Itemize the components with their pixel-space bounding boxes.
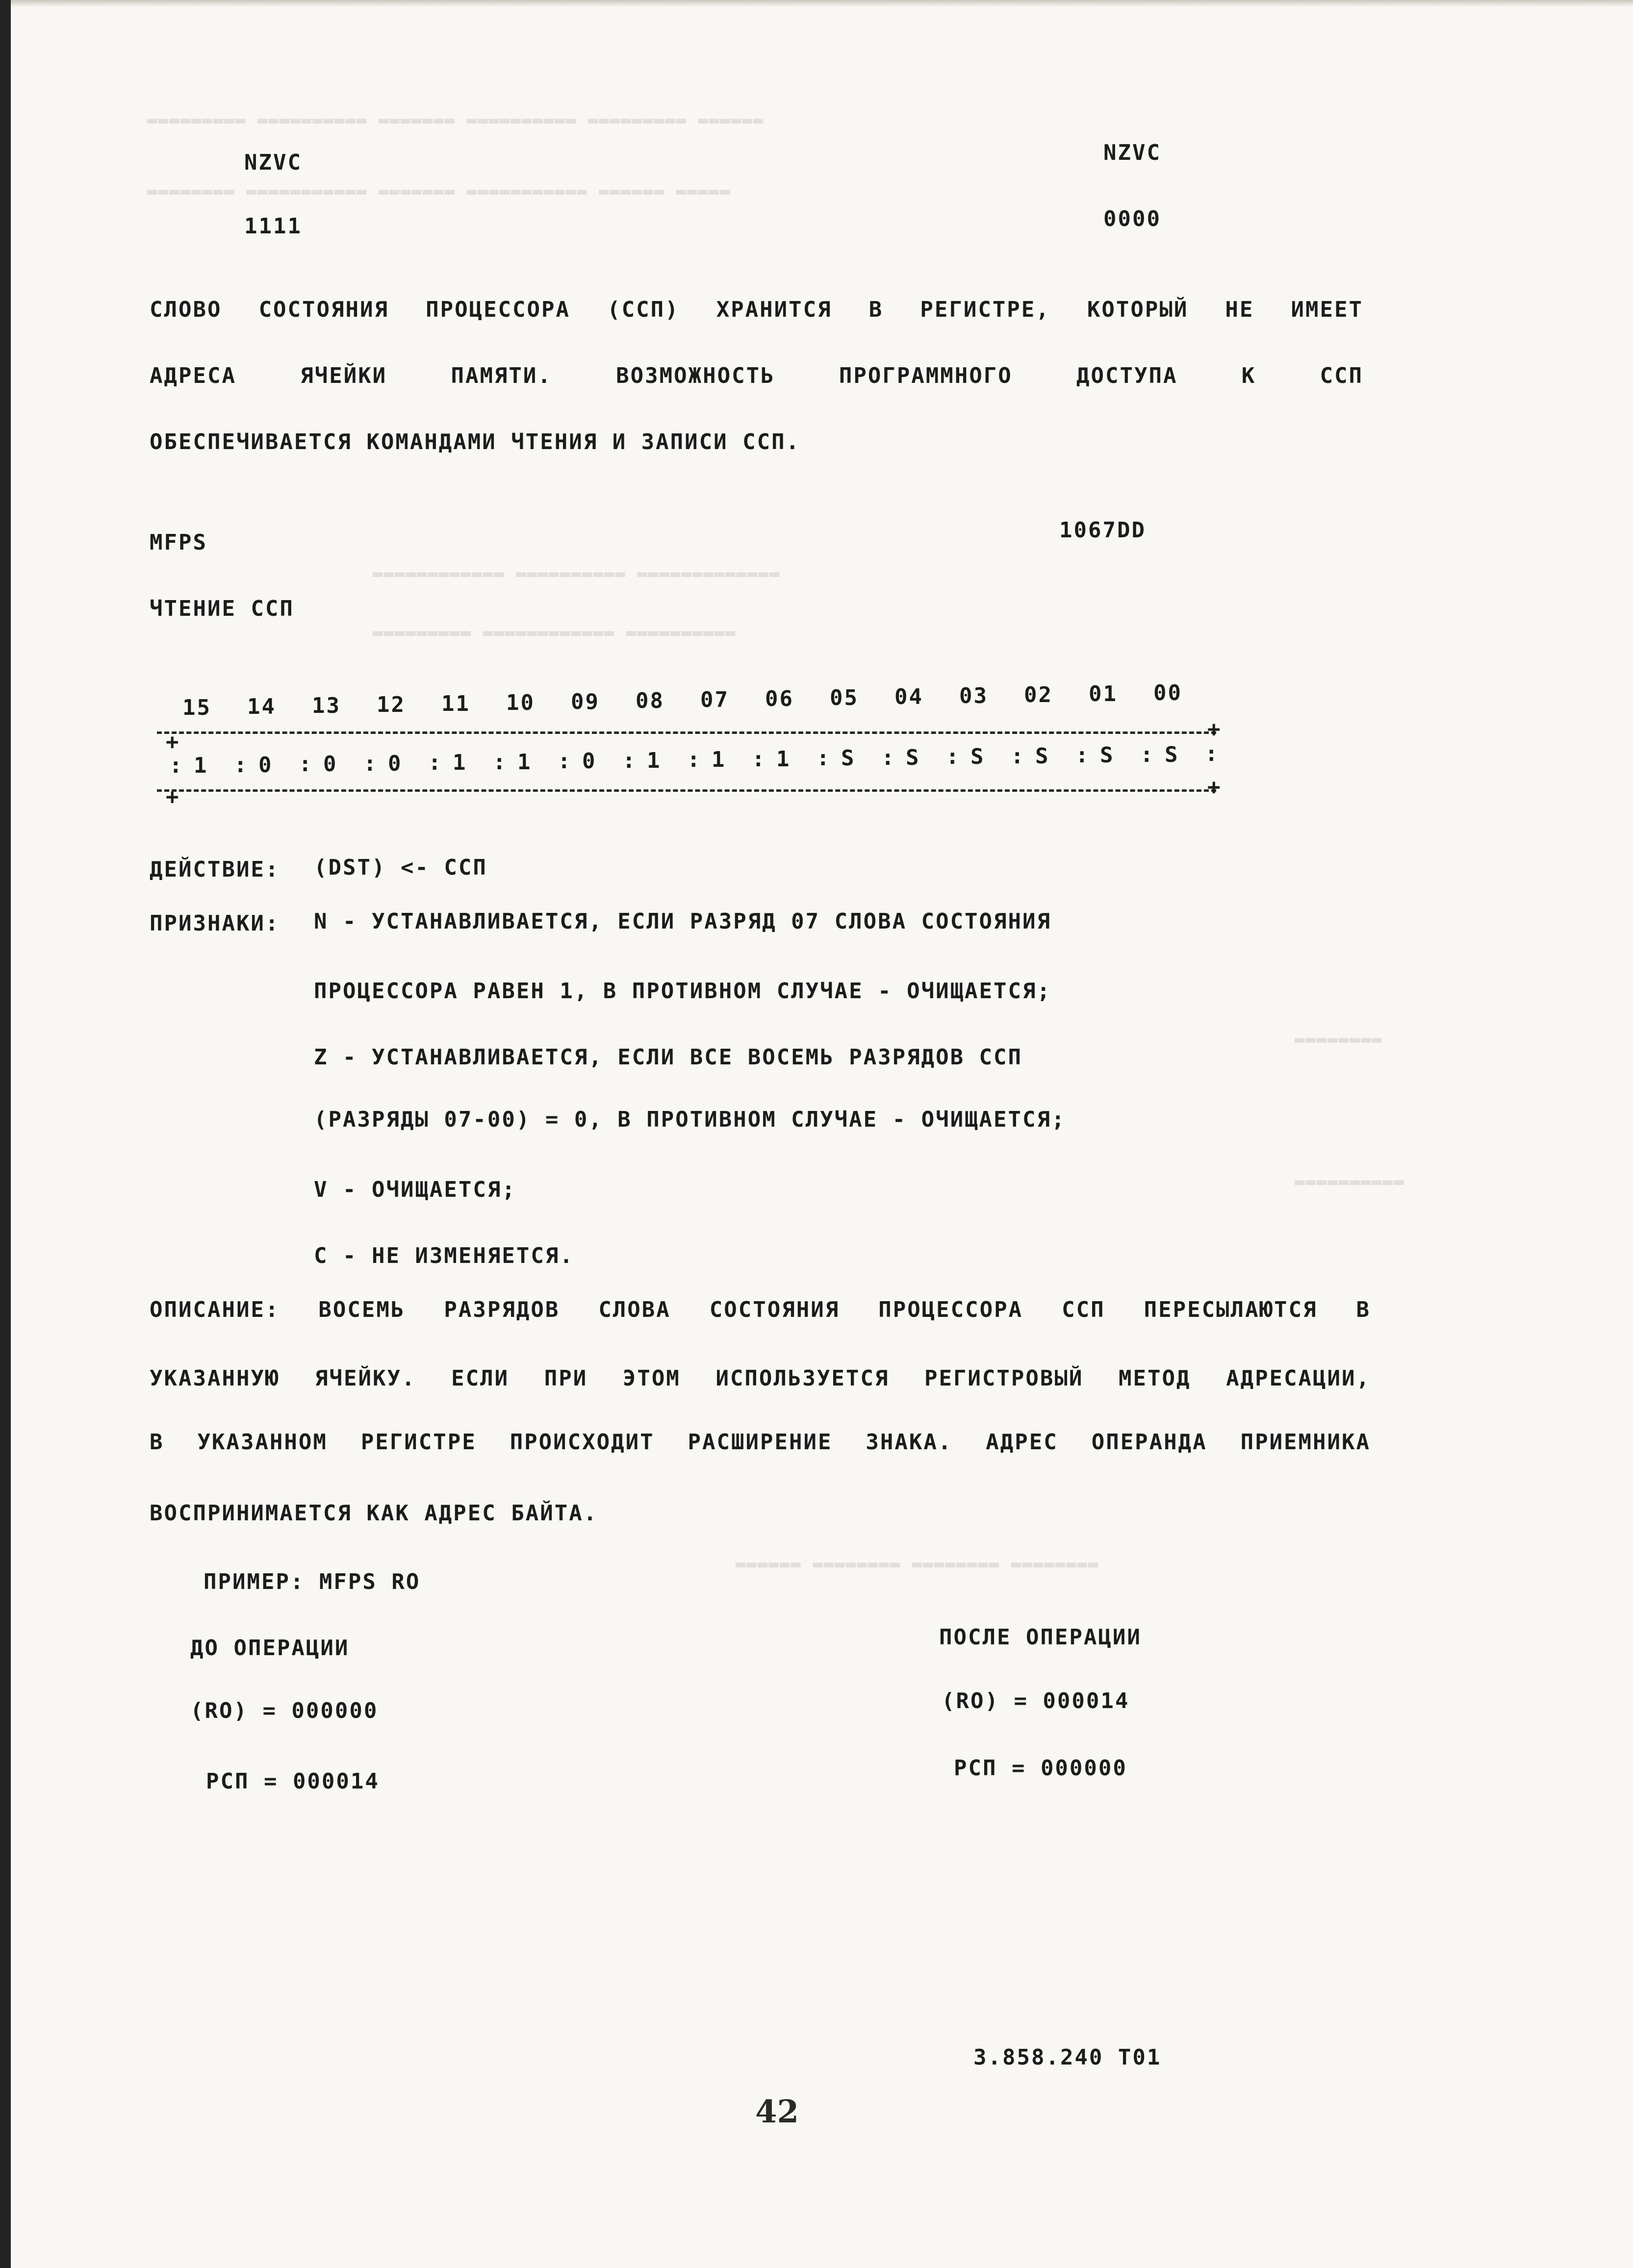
bit-separator: : <box>1205 741 1220 766</box>
flag-n-line-2: ПРОЦЕССОРА РАВЕН 1, В ПРОТИВНОМ СЛУЧАЕ - ОЧИЩАЕТСЯ; <box>314 979 1052 1004</box>
bit-separator: : <box>363 751 378 776</box>
bit-number: 14 <box>247 694 276 719</box>
bleed-through-artifact: ▬▬▬▬▬▬▬▬▬ ▬▬▬▬▬▬▬▬▬▬ ▬▬▬▬▬▬▬ ▬▬▬▬▬▬▬▬▬▬ ▬▬▬▬▬▬▬▬▬ ▬▬▬▬▬▬ <box>147 110 765 130</box>
bit-value: S <box>1165 742 1179 767</box>
bit-separator: : <box>1075 743 1090 768</box>
example-after-psw: РСП = 000000 <box>954 1756 1127 1781</box>
bit-value: 1 <box>712 747 726 772</box>
instruction-opcode: 1067DD <box>1059 518 1146 543</box>
bit-separator: : <box>558 749 572 774</box>
bit-value: 1 <box>194 753 208 778</box>
bit-separator: : <box>299 752 313 777</box>
bit-value: S <box>906 745 920 770</box>
bit-number: 08 <box>636 688 664 713</box>
bit-number: 01 <box>1089 681 1118 706</box>
diagram-bottom-border <box>157 789 1216 792</box>
bleed-through-artifact: ▬▬▬▬▬▬ ▬▬▬▬▬▬▬▬ ▬▬▬▬▬▬▬▬ ▬▬▬▬▬▬▬▬ <box>736 1554 1099 1574</box>
flag-c-line: C - НЕ ИЗМЕНЯЕТСЯ. <box>314 1243 574 1268</box>
bit-number: 00 <box>1153 680 1182 706</box>
bit-separator: : <box>493 749 508 775</box>
bit-separator: : <box>946 744 961 769</box>
bleed-through-artifact: ▬▬▬▬▬▬▬▬▬▬ <box>1295 1172 1405 1191</box>
example-before-psw: РСП = 000014 <box>206 1769 380 1794</box>
diagram-top-border <box>157 731 1216 734</box>
flag-z-line-2: (РАЗРЯДЫ 07-00) = 0, В ПРОТИВНОМ СЛУЧАЕ - ОЧИЩАЕТСЯ; <box>314 1107 1066 1132</box>
bit-value: 0 <box>582 749 597 774</box>
bit-separator: : <box>428 750 443 775</box>
flag-n-line-1: N - УСТАНАВЛИВАЕТСЯ, ЕСЛИ РАЗРЯД 07 СЛОВА СОСТОЯНИЯ <box>314 909 1052 934</box>
bit-number: 11 <box>441 691 470 716</box>
bit-number: 04 <box>894 684 923 709</box>
bit-separator: : <box>1140 742 1155 767</box>
bit-separator: : <box>752 746 766 772</box>
instruction-mnemonic: MFPS <box>150 530 207 555</box>
flag-v-line: V - ОЧИЩАЕТСЯ; <box>314 1177 516 1202</box>
diagram-corner: + <box>1207 717 1221 742</box>
bit-value: S <box>841 746 856 771</box>
page-top-shadow <box>0 0 1633 7</box>
bit-separator: : <box>169 753 184 778</box>
example-before-label: ДО ОПЕРАЦИИ <box>190 1636 350 1661</box>
action-label: ДЕЙСТВИЕ: <box>150 857 280 882</box>
page-number: 42 <box>755 2093 799 2130</box>
bit-separator: : <box>1011 743 1025 769</box>
bit-value: 0 <box>323 752 338 777</box>
intro-line-2: АДРЕСА ЯЧЕЙКИ ПАМЯТИ. ВОЗМОЖНОСТЬ ПРОГРАММНОГО ДОСТУПА К ССП <box>150 363 1363 388</box>
document-code: 3.858.240 Т01 <box>973 2045 1162 2070</box>
bit-value: 0 <box>388 751 403 776</box>
description-line-3: В УКАЗАННОМ РЕГИСТРЕ ПРОИСХОДИТ РАСШИРЕНИЕ ЗНАКА. АДРЕС ОПЕРАНДА ПРИЕМНИКА <box>150 1430 1371 1455</box>
bit-number: 07 <box>700 687 729 712</box>
instruction-title: ЧТЕНИЕ ССП <box>150 596 294 621</box>
bit-number: 13 <box>312 693 341 718</box>
diagram-corner: + <box>166 784 179 809</box>
description-line-2: УКАЗАННУЮ ЯЧЕЙКУ. ЕСЛИ ПРИ ЭТОМ ИСПОЛЬЗУЕТСЯ РЕГИСТРОВЫЙ МЕТОД АДРЕСАЦИИ, <box>150 1366 1371 1391</box>
intro-line-1: СЛОВО СОСТОЯНИЯ ПРОЦЕССОРА (ССП) ХРАНИТСЯ В РЕГИСТРЕ, КОТОРЫЙ НЕ ИМЕЕТ <box>150 297 1363 322</box>
flags-left-label: NZVC <box>244 150 302 175</box>
example-before-r0: (RO) = 000000 <box>190 1698 379 1723</box>
flags-right-value: 0000 <box>1103 206 1161 231</box>
bit-value: 0 <box>258 752 273 778</box>
bit-number: 06 <box>765 686 794 711</box>
description-line-1: ОПИСАНИЕ: ВОСЕМЬ РАЗРЯДОВ СЛОВА СОСТОЯНИЯ ПРОЦЕССОРА ССП ПЕРЕСЫЛАЮТСЯ В <box>150 1297 1371 1322</box>
flags-section-label: ПРИЗНАКИ: <box>150 911 280 936</box>
bit-number: 10 <box>506 690 535 715</box>
bit-value: S <box>970 744 985 769</box>
bit-value: 1 <box>776 746 791 772</box>
bit-separator: : <box>622 748 637 773</box>
bit-value: S <box>1035 743 1050 769</box>
bit-value: 1 <box>647 748 662 773</box>
example-after-label: ПОСЛЕ ОПЕРАЦИИ <box>939 1625 1142 1650</box>
bleed-through-artifact: ▬▬▬▬▬▬▬▬ ▬▬▬▬▬▬▬▬▬▬▬ ▬▬▬▬▬▬▬ ▬▬▬▬▬▬▬▬▬▬▬ ▬▬▬▬▬▬ ▬▬▬▬▬ <box>147 181 731 201</box>
description-line-4: ВОСПРИНИМАЕТСЯ КАК АДРЕС БАЙТА. <box>150 1501 598 1526</box>
bit-number: 05 <box>830 685 859 710</box>
bit-separator: : <box>881 745 896 770</box>
page-binding-edge <box>0 0 11 2268</box>
intro-line-3: ОБЕСПЕЧИВАЕТСЯ КОМАНДАМИ ЧТЕНИЯ И ЗАПИСИ ССП. <box>150 429 801 454</box>
flags-left-value: 1111 <box>244 214 302 239</box>
bit-separator: : <box>234 752 249 778</box>
bleed-through-artifact: ▬▬▬▬▬▬▬▬▬ ▬▬▬▬▬▬▬▬▬▬▬▬ ▬▬▬▬▬▬▬▬▬▬ <box>373 623 737 642</box>
bleed-through-artifact: ▬▬▬▬▬▬▬▬ <box>1295 1030 1383 1049</box>
flag-z-line-1: Z - УСТАНАВЛИВАЕТСЯ, ЕСЛИ ВСЕ ВОСЕМЬ РАЗРЯДОВ ССП <box>314 1045 1023 1070</box>
bit-number: 09 <box>571 689 600 714</box>
bit-value: S <box>1100 743 1115 768</box>
bit-number: 02 <box>1024 682 1053 707</box>
action-text: (DST) <- ССП <box>314 855 487 880</box>
bit-number: 03 <box>959 683 988 708</box>
bit-number: 12 <box>377 692 406 717</box>
example-title: ПРИМЕР: MFPS RO <box>204 1569 421 1594</box>
diagram-corner: + <box>166 730 179 755</box>
bit-separator: : <box>687 747 702 772</box>
bit-number: 15 <box>182 695 211 720</box>
bit-value: 1 <box>517 749 532 775</box>
bleed-through-artifact: ▬▬▬▬▬▬▬▬▬▬▬▬ ▬▬▬▬▬▬▬▬▬▬ ▬▬▬▬▬▬▬▬▬▬▬▬▬ <box>373 564 781 583</box>
bit-separator: : <box>816 746 831 771</box>
diagram-corner: + <box>1207 775 1221 800</box>
bit-value: 1 <box>453 750 467 775</box>
flags-right-label: NZVC <box>1103 140 1161 165</box>
example-after-r0: (RO) = 000014 <box>942 1688 1130 1714</box>
